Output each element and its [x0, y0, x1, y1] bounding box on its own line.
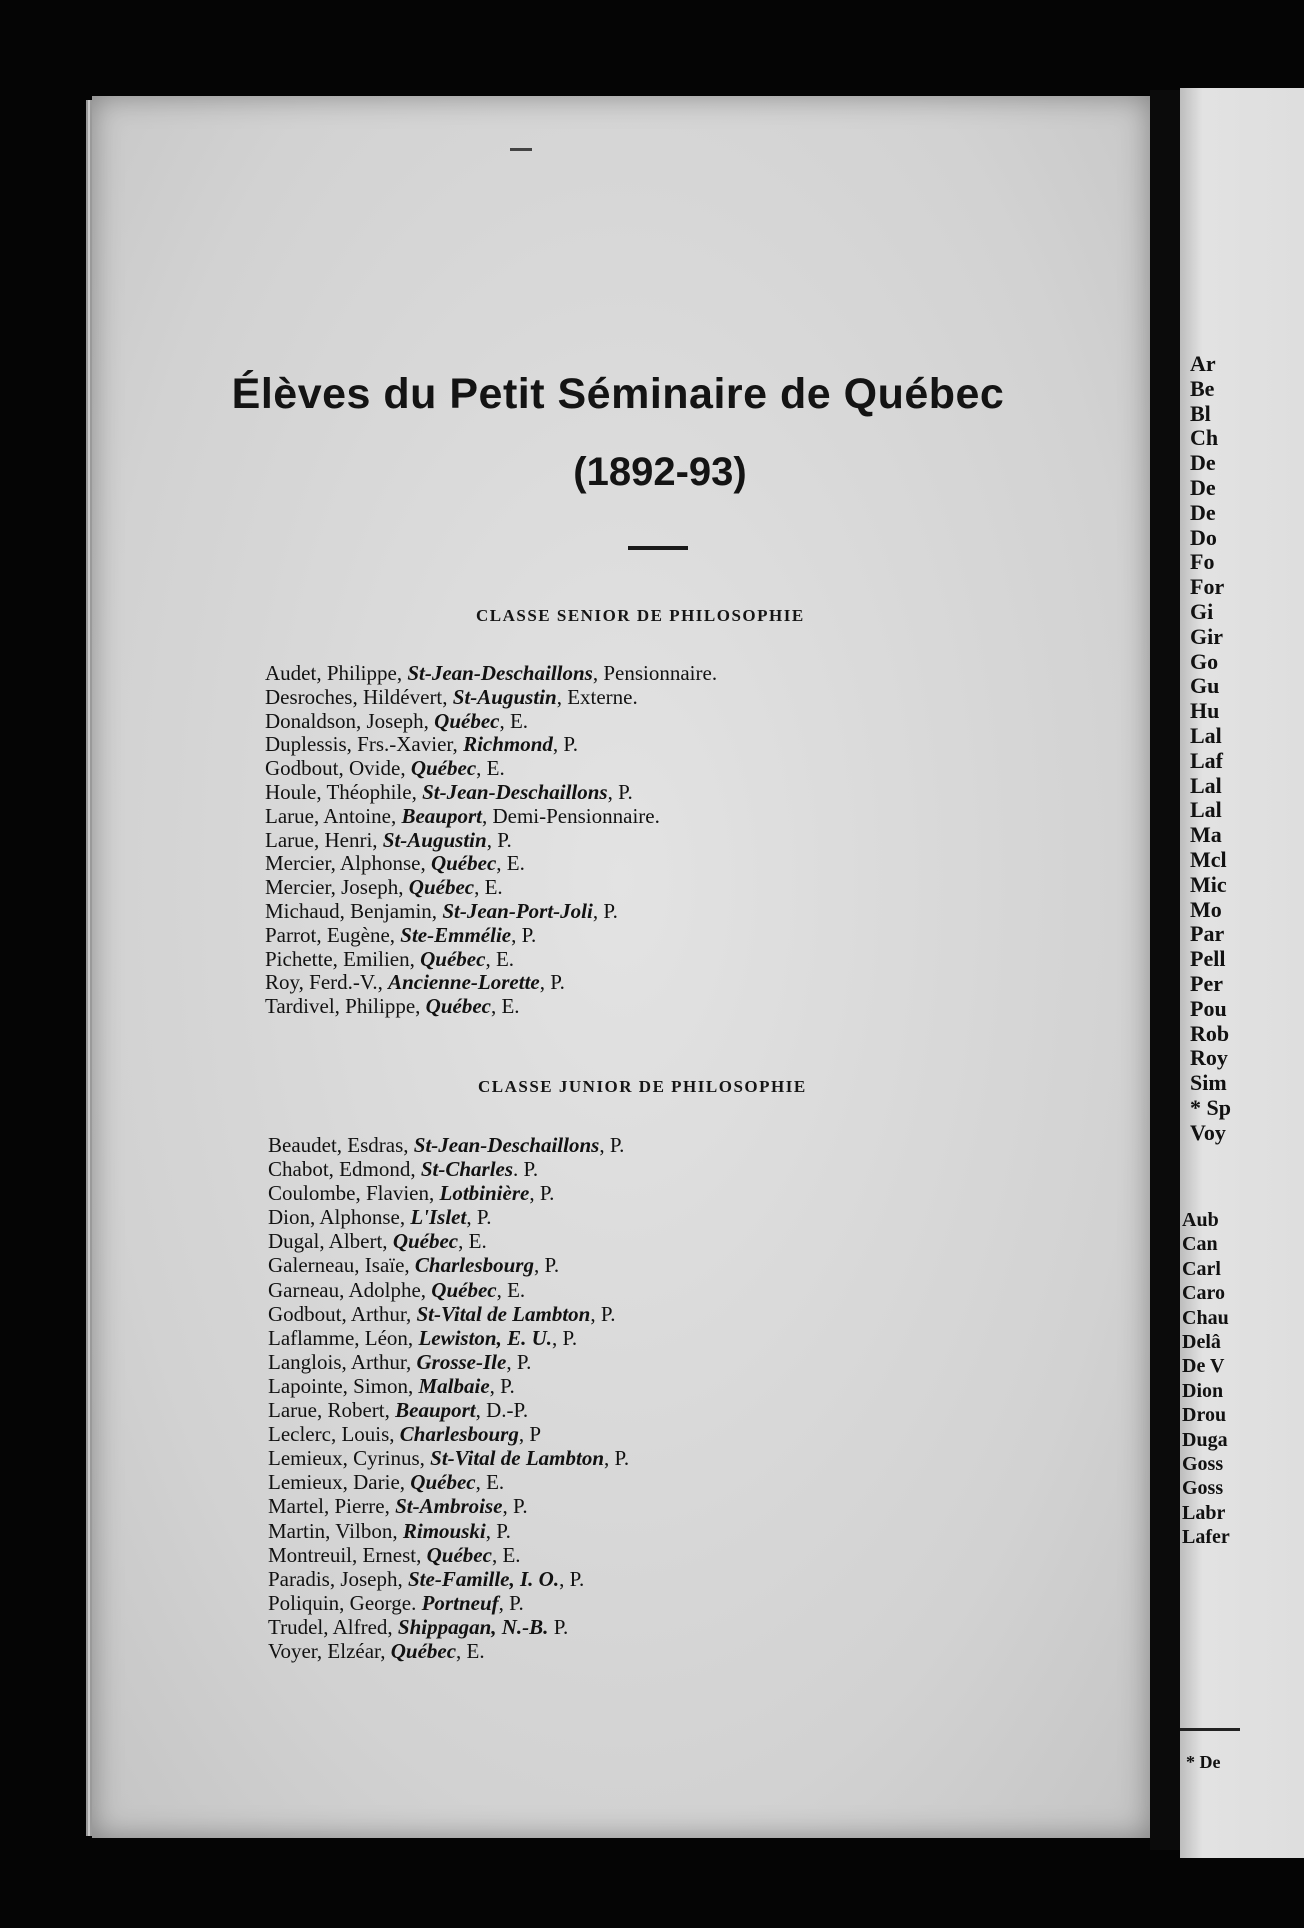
- student-name: Chabot, Edmond,: [268, 1157, 421, 1182]
- student-hometown: Québec: [426, 1542, 492, 1567]
- footnote-rule: [1180, 1728, 1240, 1731]
- student-hometown: St-Augustin: [452, 684, 557, 709]
- student-entry: [268, 1350, 629, 1374]
- student-name: Leclerc, Louis,: [268, 1422, 400, 1447]
- student-entry: [265, 662, 717, 686]
- student-status: , E.: [496, 851, 525, 876]
- student-entry: [268, 1639, 629, 1663]
- student-name: Audet, Philippe,: [265, 661, 408, 685]
- school-year: (1892-93): [573, 450, 747, 494]
- adjacent-page-line: Sim: [1190, 1070, 1227, 1096]
- student-status: , P.: [607, 779, 633, 804]
- student-hometown: Beauport: [395, 1398, 476, 1423]
- adjacent-page-line: Lal: [1190, 772, 1222, 798]
- student-status: . P.: [513, 1157, 539, 1182]
- section-heading-senior: CLASSE SENIOR DE PHILOSOPHIE: [476, 606, 805, 625]
- student-name: Lemieux, Cyrinus,: [268, 1446, 431, 1471]
- student-entry: [268, 1446, 629, 1470]
- student-status: , D.-P.: [475, 1398, 529, 1423]
- adjacent-page-line: Goss: [1182, 1477, 1224, 1500]
- student-name: Tardivel, Philippe,: [265, 994, 426, 1019]
- student-name: Desroches, Hildévert,: [265, 684, 453, 709]
- student-hometown: St-Vital de Lambton: [416, 1301, 591, 1326]
- student-entry: [265, 971, 717, 995]
- student-hometown: Richmond: [463, 732, 553, 757]
- student-status: , P.: [511, 922, 537, 947]
- student-status: , P.: [533, 1253, 560, 1278]
- student-name: Poliquin, George.: [268, 1590, 422, 1615]
- student-status: , Pensionnaire.: [592, 661, 718, 685]
- student-status: , P: [518, 1422, 542, 1447]
- student-hometown: Québec: [425, 994, 491, 1019]
- student-name: Michaud, Benjamin,: [265, 898, 443, 923]
- student-name: Laflamme, Léon,: [268, 1325, 419, 1350]
- student-name: Beaudet, Esdras,: [268, 1133, 414, 1157]
- adjacent-page-column-bottom: [1182, 1208, 1230, 1549]
- student-entry: [265, 805, 717, 829]
- student-status: , P.: [604, 1446, 630, 1471]
- adjacent-page-line: For: [1190, 574, 1225, 600]
- student-name: Montreuil, Ernest,: [268, 1542, 427, 1567]
- student-entry: [268, 1422, 629, 1446]
- student-hometown: Grosse-Ile: [416, 1349, 507, 1374]
- student-hometown: Rimouski: [402, 1518, 486, 1543]
- student-name: Roy, Ferd.-V.,: [265, 970, 389, 995]
- student-hometown: Charlesbourg: [414, 1253, 534, 1278]
- student-entry: [268, 1470, 629, 1494]
- student-name: Lapointe, Simon,: [268, 1373, 419, 1398]
- adjacent-page-line: Mcl: [1190, 846, 1227, 872]
- student-entry: [268, 1398, 629, 1422]
- adjacent-page-line: De: [1190, 474, 1216, 500]
- student-hometown: Québec: [408, 875, 475, 900]
- student-name: Parrot, Eugène,: [265, 922, 401, 947]
- adjacent-footnote: * De: [1186, 1752, 1221, 1772]
- adjacent-page-line: Do: [1190, 524, 1217, 550]
- student-entry: [268, 1133, 629, 1157]
- adjacent-page-line: Carl: [1182, 1257, 1221, 1280]
- adjacent-page-line: Duga: [1182, 1428, 1228, 1451]
- student-entry: [268, 1374, 629, 1398]
- student-hometown: Québec: [434, 708, 500, 733]
- student-status: , Externe.: [556, 684, 638, 709]
- student-status: , P.: [590, 1301, 616, 1326]
- student-entry: [265, 733, 717, 757]
- adjacent-page-line: Caro: [1182, 1282, 1225, 1305]
- student-status: , P.: [486, 827, 512, 852]
- student-entry: [268, 1302, 629, 1326]
- section-heading-junior: CLASSE JUNIOR DE PHILOSOPHIE: [478, 1077, 807, 1096]
- student-entry: [268, 1278, 629, 1302]
- student-list-junior: [268, 1133, 629, 1663]
- adjacent-page-line: Gi: [1190, 598, 1214, 624]
- student-name: Dion, Alphonse,: [268, 1205, 411, 1230]
- student-status: , P.: [539, 970, 565, 995]
- student-status: , Demi-Pensionnaire.: [481, 803, 660, 828]
- student-status: , E.: [485, 946, 515, 971]
- student-status: , E.: [475, 1470, 505, 1495]
- student-entry: [268, 1326, 629, 1350]
- student-status: P.: [548, 1614, 569, 1639]
- header-dash: [510, 148, 532, 151]
- adjacent-page-line: Hu: [1190, 698, 1220, 724]
- adjacent-page-line: Voy: [1190, 1119, 1226, 1145]
- student-name: Larue, Robert,: [268, 1398, 396, 1423]
- student-entry: [268, 1181, 629, 1205]
- student-status: , E.: [458, 1229, 487, 1254]
- adjacent-page-line: Labr: [1182, 1501, 1226, 1524]
- student-hometown: Portneuf: [421, 1590, 499, 1615]
- adjacent-page-line: Mo: [1190, 896, 1222, 922]
- adjacent-page: [1180, 88, 1304, 1858]
- student-name: Paradis, Joseph,: [268, 1566, 408, 1591]
- student-status: , P.: [529, 1181, 555, 1206]
- student-hometown: Lewiston, E. U.: [418, 1325, 553, 1350]
- student-status: , E.: [496, 1277, 526, 1302]
- student-name: Trudel, Alfred,: [268, 1614, 398, 1639]
- adjacent-page-line: Per: [1190, 970, 1223, 996]
- student-entry: [265, 852, 717, 876]
- student-hometown: Shippagan, N.-B.: [397, 1614, 549, 1639]
- student-name: Martel, Pierre,: [268, 1494, 396, 1519]
- student-entry: [268, 1567, 629, 1591]
- student-hometown: St-Jean-Deschaillons: [407, 661, 593, 685]
- adjacent-page-line: Rob: [1190, 1020, 1230, 1046]
- adjacent-page-line: Pell: [1190, 946, 1226, 972]
- student-status: , P.: [489, 1373, 515, 1398]
- student-hometown: Lotbinière: [439, 1181, 530, 1206]
- student-hometown: St-Charles: [420, 1157, 514, 1182]
- adjacent-page-line: Gu: [1190, 673, 1220, 699]
- adjacent-page-line: Fo: [1190, 549, 1215, 575]
- student-name: Larue, Henri,: [265, 827, 383, 852]
- adjacent-page-line: Dion: [1182, 1379, 1224, 1402]
- student-entry: [268, 1519, 629, 1543]
- student-entry: [268, 1229, 629, 1253]
- adjacent-page-line: Drou: [1182, 1404, 1227, 1427]
- student-hometown: Québec: [410, 756, 477, 781]
- student-status: , P.: [559, 1566, 585, 1591]
- adjacent-page-line: Bl: [1190, 400, 1211, 426]
- student-name: Donaldson, Joseph,: [265, 708, 435, 733]
- student-hometown: Charlesbourg: [399, 1422, 519, 1447]
- student-name: Pichette, Emilien,: [265, 946, 421, 971]
- student-entry: [268, 1615, 629, 1639]
- adjacent-page-column-top: [1190, 352, 1231, 1146]
- adjacent-page-line: Goss: [1182, 1452, 1224, 1475]
- student-hometown: St-Ambroise: [395, 1494, 503, 1519]
- student-hometown: Ste-Emmélie: [400, 922, 512, 947]
- student-hometown: Québec: [410, 1470, 476, 1495]
- student-entry: [268, 1205, 629, 1229]
- adjacent-page-line: Be: [1190, 375, 1215, 401]
- student-entry: [265, 686, 717, 710]
- adjacent-page-line: Can: [1182, 1233, 1218, 1256]
- student-name: Garneau, Adolphe,: [268, 1277, 432, 1302]
- student-hometown: L'Islet: [410, 1205, 467, 1230]
- student-status: , P.: [498, 1590, 524, 1615]
- student-entry: [265, 876, 717, 900]
- adjacent-page-line: De V: [1182, 1355, 1225, 1378]
- student-status: , P.: [552, 732, 579, 757]
- student-status: , P.: [485, 1518, 511, 1543]
- adjacent-page-line: Laf: [1190, 747, 1223, 773]
- student-status: , E.: [456, 1638, 485, 1663]
- adjacent-page-line: Roy: [1190, 1045, 1228, 1071]
- student-entry: [268, 1494, 629, 1518]
- student-status: , P.: [506, 1349, 532, 1374]
- student-name: Larue, Antoine,: [265, 803, 402, 828]
- adjacent-page-line: Aub: [1182, 1209, 1219, 1231]
- student-name: Godbout, Arthur,: [268, 1301, 417, 1326]
- student-hometown: St-Jean-Deschaillons: [422, 779, 608, 804]
- adjacent-page-line: Gir: [1190, 623, 1223, 649]
- student-hometown: Beauport: [401, 803, 482, 828]
- adjacent-page-line: Chau: [1182, 1306, 1229, 1329]
- student-status: , P.: [552, 1325, 578, 1350]
- page-title-text: Élèves du Petit Séminaire de Québec: [231, 370, 1005, 418]
- student-entry: [265, 948, 717, 972]
- adjacent-page-line: Lal: [1190, 797, 1222, 823]
- student-name: Voyer, Elzéar,: [268, 1638, 391, 1663]
- student-name: Galerneau, Isaïe,: [268, 1253, 415, 1278]
- adjacent-page-line: Ar: [1190, 351, 1216, 376]
- student-status: , E.: [499, 708, 529, 733]
- adjacent-page-line: Pou: [1190, 995, 1227, 1021]
- adjacent-page-line: Delâ: [1182, 1330, 1221, 1353]
- student-name: Martin, Vilbon,: [268, 1518, 403, 1543]
- student-status: , E.: [476, 756, 505, 781]
- student-hometown: St-Jean-Port-Joli: [442, 898, 593, 923]
- student-entry: [268, 1253, 629, 1277]
- student-hometown: Malbaie: [418, 1373, 490, 1398]
- student-status: , E.: [490, 994, 520, 1019]
- student-entry: [265, 710, 717, 734]
- student-hometown: Québec: [390, 1638, 457, 1663]
- adjacent-page-line: Lafer: [1182, 1526, 1230, 1549]
- student-status: , P.: [592, 898, 618, 923]
- student-entry: [265, 757, 717, 781]
- student-hometown: St-Augustin: [382, 827, 487, 852]
- student-name: Mercier, Joseph,: [265, 875, 409, 900]
- student-list-senior: [265, 662, 717, 1019]
- adjacent-page-line: Ch: [1190, 425, 1219, 451]
- adjacent-page-line: De: [1190, 499, 1216, 525]
- student-hometown: Québec: [420, 946, 486, 971]
- student-hometown: Québec: [431, 1277, 497, 1302]
- student-hometown: Québec: [430, 851, 497, 876]
- student-status: , P.: [599, 1133, 625, 1157]
- student-name: Coulombe, Flavien,: [268, 1181, 440, 1206]
- student-hometown: Ancienne-Lorette: [388, 970, 540, 995]
- student-name: Duplessis, Frs.-Xavier,: [265, 732, 464, 757]
- student-hometown: St-Vital de Lambton: [430, 1446, 605, 1471]
- adjacent-page-line: Mic: [1190, 871, 1227, 897]
- student-hometown: Ste-Famille, I. O.: [408, 1566, 560, 1591]
- adjacent-page-line: Ma: [1190, 822, 1222, 848]
- student-entry: [268, 1157, 629, 1181]
- adjacent-page-line: Par: [1190, 921, 1225, 947]
- student-name: Dugal, Albert,: [268, 1229, 393, 1254]
- student-entry: [265, 900, 717, 924]
- adjacent-page-line: Lal: [1190, 722, 1222, 748]
- student-name: Mercier, Alphonse,: [265, 851, 431, 876]
- student-entry: [265, 924, 717, 948]
- student-entry: [265, 829, 717, 853]
- student-status: , P.: [502, 1494, 528, 1519]
- student-status: , P.: [466, 1205, 492, 1230]
- student-entry: [265, 781, 717, 805]
- student-hometown: St-Jean-Deschaillons: [413, 1133, 600, 1157]
- adjacent-page-line: De: [1190, 450, 1216, 476]
- title-rule: [628, 546, 688, 550]
- student-hometown: Québec: [392, 1229, 459, 1254]
- student-status: , E.: [474, 875, 503, 900]
- student-name: Houle, Théophile,: [265, 779, 423, 804]
- adjacent-page-line: Go: [1190, 648, 1219, 674]
- student-name: Lemieux, Darie,: [268, 1470, 411, 1495]
- student-entry: [265, 995, 717, 1019]
- student-name: Godbout, Ovide,: [265, 756, 411, 781]
- student-name: Langlois, Arthur,: [268, 1349, 417, 1374]
- adjacent-page-line: * Sp: [1190, 1094, 1231, 1120]
- book-gutter: [1150, 90, 1180, 1850]
- student-status: , E.: [491, 1542, 521, 1567]
- student-entry: [268, 1591, 629, 1615]
- student-entry: [268, 1543, 629, 1567]
